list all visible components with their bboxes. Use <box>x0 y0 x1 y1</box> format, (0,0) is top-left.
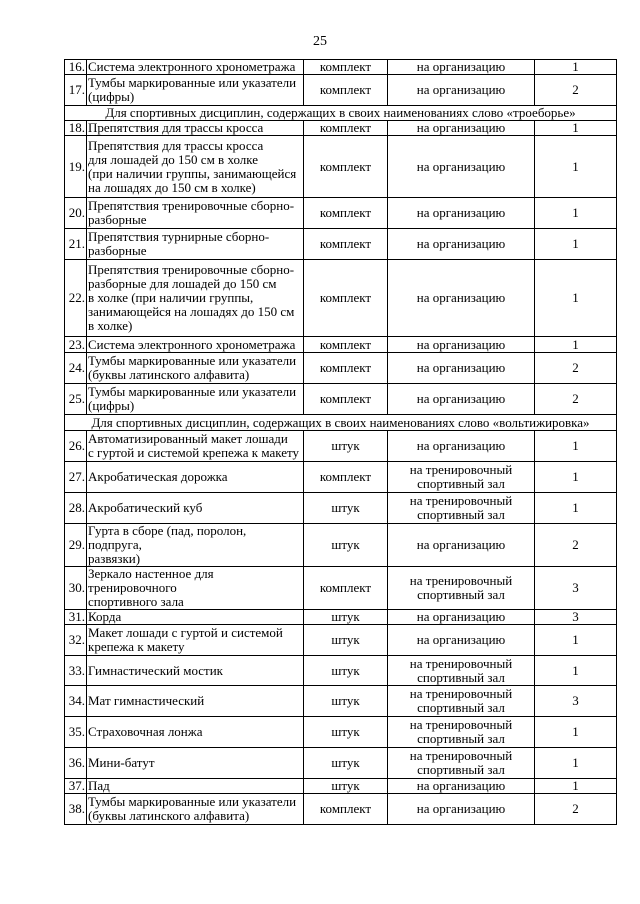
row-number-cell <box>65 260 87 337</box>
unit-cell <box>304 567 388 610</box>
unit-cell <box>304 656 388 686</box>
quantity-text: 2 <box>572 391 579 406</box>
unit-text: штук <box>331 438 360 453</box>
row-number-text: 38. <box>68 801 85 816</box>
row-number-text: 19. <box>68 158 85 174</box>
quantity-text: 3 <box>572 580 579 595</box>
allocation-cell <box>388 337 535 353</box>
quantity-text: 1 <box>572 724 579 739</box>
item-name-text: Препятствия для трассы кросса для лошадей до 150 см в холке (при наличии группы, занимающейся на лошадях до 150 см в холке) <box>88 137 297 195</box>
row-number-cell <box>65 136 87 198</box>
item-name-cell <box>87 610 304 625</box>
unit-cell <box>304 337 388 353</box>
quantity-cell <box>535 524 617 567</box>
item-name-cell <box>87 462 304 493</box>
row-number-cell <box>65 353 87 384</box>
allocation-text: на организацию <box>416 120 506 135</box>
allocation-text: на организацию <box>416 438 506 453</box>
allocation-text: на организацию <box>416 158 506 174</box>
unit-cell <box>304 229 388 260</box>
item-name-cell <box>87 260 304 337</box>
unit-cell <box>304 60 388 75</box>
quantity-text: 1 <box>572 500 579 515</box>
row-number-cell <box>65 656 87 686</box>
quantity-text: 1 <box>572 290 579 305</box>
item-name-cell <box>87 779 304 794</box>
quantity-text: 1 <box>572 236 579 251</box>
allocation-text: на тренировочный спортивный зал <box>409 686 513 715</box>
quantity-cell <box>535 748 617 779</box>
table-body <box>65 60 617 825</box>
item-name-text: Автоматизированный макет лошади с гуртой и системой крепежа к макету <box>88 431 300 460</box>
item-name-text: Система электронного хронометража <box>88 59 296 74</box>
allocation-cell <box>388 136 535 198</box>
row-number-cell <box>65 431 87 462</box>
row-number-cell <box>65 337 87 353</box>
quantity-cell <box>535 779 617 794</box>
allocation-text: на тренировочный спортивный зал <box>409 717 513 746</box>
unit-cell <box>304 686 388 717</box>
unit-text: комплект <box>319 336 372 352</box>
allocation-text: на организацию <box>416 360 506 375</box>
quantity-cell <box>535 353 617 384</box>
item-name-text: Пад <box>88 778 110 793</box>
allocation-text: на организацию <box>416 537 506 552</box>
allocation-cell <box>388 60 535 75</box>
row-number-text: 23. <box>68 336 85 352</box>
unit-cell <box>304 353 388 384</box>
quantity-text: 3 <box>572 609 579 624</box>
unit-text: комплект <box>319 205 372 220</box>
allocation-text: на тренировочный спортивный зал <box>409 493 513 522</box>
quantity-cell <box>535 794 617 825</box>
allocation-cell <box>388 75 535 106</box>
row-number-text: 17. <box>68 82 85 97</box>
allocation-text: на организацию <box>416 778 506 793</box>
unit-text: комплект <box>319 82 372 97</box>
allocation-cell <box>388 717 535 748</box>
quantity-text: 1 <box>572 469 579 484</box>
allocation-cell <box>388 779 535 794</box>
row-number-text: 22. <box>68 290 85 305</box>
unit-cell <box>304 121 388 136</box>
table-row <box>65 353 617 384</box>
item-name-text: Мини-батут <box>88 755 155 770</box>
row-number-cell <box>65 686 87 717</box>
row-number-cell <box>65 625 87 656</box>
row-number-cell <box>65 524 87 567</box>
unit-cell <box>304 198 388 229</box>
quantity-text: 3 <box>572 693 579 708</box>
item-name-cell <box>87 625 304 656</box>
unit-text: штук <box>331 724 360 739</box>
row-number-cell <box>65 493 87 524</box>
row-number-text: 34. <box>68 693 85 708</box>
item-name-cell <box>87 748 304 779</box>
section-header-text: Для спортивных дисциплин, содержащих в своих наименованиях слово «вольтижировка» <box>91 414 590 430</box>
item-name-text: Препятствия турнирные сборно- разборные <box>88 229 270 258</box>
row-number-text: 29. <box>68 537 85 552</box>
quantity-cell <box>535 431 617 462</box>
unit-cell <box>304 779 388 794</box>
table-row <box>65 656 617 686</box>
allocation-cell <box>388 121 535 136</box>
row-number-text: 24. <box>68 360 85 375</box>
quantity-text: 2 <box>572 82 579 97</box>
item-name-cell <box>87 60 304 75</box>
unit-cell <box>304 717 388 748</box>
table-row <box>65 686 617 717</box>
item-name-text: Тумбы маркированные или указатели (цифры) <box>88 75 297 104</box>
unit-text: штук <box>331 755 360 770</box>
table-row <box>65 462 617 493</box>
table-row <box>65 567 617 610</box>
table-row <box>65 260 617 337</box>
item-name-cell <box>87 794 304 825</box>
section-header-row <box>65 415 617 431</box>
quantity-cell <box>535 198 617 229</box>
item-name-text: Акробатическая дорожка <box>88 469 228 484</box>
quantity-text: 1 <box>572 205 579 220</box>
item-name-cell <box>87 229 304 260</box>
row-number-text: 20. <box>68 205 85 220</box>
row-number-cell <box>65 748 87 779</box>
quantity-text: 2 <box>572 801 579 816</box>
quantity-text: 1 <box>572 662 579 678</box>
row-number-text: 18. <box>68 120 85 135</box>
quantity-cell <box>535 610 617 625</box>
quantity-cell <box>535 136 617 198</box>
table-row <box>65 717 617 748</box>
quantity-text: 1 <box>572 755 579 770</box>
table-row <box>65 625 617 656</box>
table-row <box>65 337 617 353</box>
unit-text: комплект <box>319 158 372 174</box>
row-number-cell <box>65 198 87 229</box>
unit-text: комплект <box>319 469 372 484</box>
allocation-cell <box>388 353 535 384</box>
quantity-text: 1 <box>572 336 579 352</box>
item-name-cell <box>87 121 304 136</box>
allocation-cell <box>388 462 535 493</box>
unit-text: штук <box>331 500 360 515</box>
unit-cell <box>304 431 388 462</box>
item-name-text: Зеркало настенное для тренировочного спортивного зала <box>88 566 214 609</box>
quantity-cell <box>535 229 617 260</box>
allocation-cell <box>388 686 535 717</box>
row-number-cell <box>65 121 87 136</box>
table-row <box>65 136 617 198</box>
unit-text: штук <box>331 537 360 552</box>
unit-text: комплект <box>319 801 372 816</box>
allocation-cell <box>388 198 535 229</box>
section-header <box>65 106 617 121</box>
quantity-cell <box>535 462 617 493</box>
row-number-cell <box>65 567 87 610</box>
item-name-cell <box>87 717 304 748</box>
unit-text: комплект <box>319 580 372 595</box>
quantity-text: 1 <box>572 632 579 647</box>
table-row <box>65 748 617 779</box>
table-row <box>65 431 617 462</box>
section-header-row <box>65 106 617 121</box>
item-name-text: Макет лошади с гуртой и системой крепежа к макету <box>88 625 283 654</box>
item-name-text: Гурта в сборе (пад, поролон, подпруга, развязки) <box>88 523 247 566</box>
row-number-cell <box>65 610 87 625</box>
table-row <box>65 60 617 75</box>
quantity-text: 1 <box>572 438 579 453</box>
table-row <box>65 198 617 229</box>
item-name-cell <box>87 384 304 415</box>
quantity-cell <box>535 567 617 610</box>
allocation-text: на тренировочный спортивный зал <box>409 462 513 491</box>
allocation-cell <box>388 384 535 415</box>
unit-text: штук <box>331 632 360 647</box>
section-header-text: Для спортивных дисциплин, содержащих в своих наименованиях слово «троеборье» <box>105 105 576 120</box>
row-number-cell <box>65 384 87 415</box>
quantity-cell <box>535 656 617 686</box>
item-name-text: Препятствия тренировочные сборно- разборные для лошадей до 150 см в холке (при наличии группы, занимающейся на лошадях до 150 см в холке) <box>88 262 295 333</box>
item-name-text: Система электронного хронометража <box>88 336 296 352</box>
unit-cell <box>304 136 388 198</box>
unit-cell <box>304 610 388 625</box>
row-number-cell <box>65 717 87 748</box>
item-name-cell <box>87 136 304 198</box>
section-header <box>65 415 617 431</box>
equipment-table <box>64 59 617 825</box>
allocation-cell <box>388 524 535 567</box>
item-name-text: Мат гимнастический <box>88 693 205 708</box>
row-number-text: 27. <box>68 469 85 484</box>
allocation-text: на организацию <box>416 801 506 816</box>
row-number-text: 32. <box>68 632 85 647</box>
allocation-cell <box>388 229 535 260</box>
row-number-text: 37. <box>68 778 85 793</box>
row-number-text: 30. <box>68 580 85 595</box>
item-name-cell <box>87 337 304 353</box>
unit-text: штук <box>331 778 360 793</box>
item-name-cell <box>87 75 304 106</box>
row-number-cell <box>65 779 87 794</box>
unit-text: комплект <box>319 290 372 305</box>
item-name-cell <box>87 567 304 610</box>
allocation-text: на тренировочный спортивный зал <box>409 748 513 777</box>
item-name-cell <box>87 493 304 524</box>
unit-text: штук <box>331 693 360 708</box>
quantity-cell <box>535 493 617 524</box>
unit-cell <box>304 462 388 493</box>
quantity-cell <box>535 625 617 656</box>
unit-cell <box>304 524 388 567</box>
quantity-cell <box>535 75 617 106</box>
row-number-text: 31. <box>68 609 85 624</box>
row-number-text: 16. <box>68 59 85 74</box>
table-row <box>65 75 617 106</box>
quantity-text: 2 <box>572 360 579 375</box>
unit-cell <box>304 748 388 779</box>
allocation-cell <box>388 656 535 686</box>
allocation-text: на тренировочный спортивный зал <box>409 573 513 602</box>
unit-cell <box>304 625 388 656</box>
quantity-text: 1 <box>572 778 579 793</box>
unit-text: штук <box>331 609 360 624</box>
allocation-cell <box>388 610 535 625</box>
table-row <box>65 610 617 625</box>
allocation-text: на организацию <box>416 336 506 352</box>
item-name-text: Акробатический куб <box>88 500 203 515</box>
allocation-text: на организацию <box>416 391 506 406</box>
unit-text: комплект <box>319 391 372 406</box>
row-number-text: 35. <box>68 724 85 739</box>
quantity-cell <box>535 384 617 415</box>
unit-text: комплект <box>319 236 372 251</box>
item-name-text: Препятствия тренировочные сборно- разборные <box>88 198 295 227</box>
allocation-text: на организацию <box>416 632 506 647</box>
row-number-text: 33. <box>68 662 85 678</box>
item-name-cell <box>87 656 304 686</box>
unit-text: комплект <box>319 360 372 375</box>
item-name-text: Страховочная лонжа <box>88 724 203 739</box>
quantity-text: 1 <box>572 158 579 174</box>
row-number-cell <box>65 794 87 825</box>
unit-cell <box>304 794 388 825</box>
table-row <box>65 794 617 825</box>
row-number-text: 28. <box>68 500 85 515</box>
row-number-text: 21. <box>68 236 85 251</box>
item-name-text: Корда <box>88 609 122 624</box>
table-row <box>65 524 617 567</box>
item-name-cell <box>87 431 304 462</box>
item-name-text: Тумбы маркированные или указатели (буквы латинского алфавита) <box>88 353 297 382</box>
item-name-cell <box>87 686 304 717</box>
item-name-cell <box>87 353 304 384</box>
quantity-cell <box>535 717 617 748</box>
unit-text: штук <box>331 662 360 678</box>
item-name-cell <box>87 524 304 567</box>
item-name-text: Тумбы маркированные или указатели (буквы латинского алфавита) <box>88 794 297 823</box>
row-number-text: 26. <box>68 438 85 453</box>
quantity-cell <box>535 686 617 717</box>
row-number-cell <box>65 75 87 106</box>
unit-cell <box>304 75 388 106</box>
allocation-cell <box>388 567 535 610</box>
allocation-text: на организацию <box>416 59 506 74</box>
unit-text: комплект <box>319 59 372 74</box>
allocation-text: на организацию <box>416 82 506 97</box>
row-number-cell <box>65 462 87 493</box>
allocation-cell <box>388 625 535 656</box>
item-name-text: Гимнастический мостик <box>88 662 223 678</box>
allocation-cell <box>388 748 535 779</box>
unit-cell <box>304 493 388 524</box>
allocation-text: на организацию <box>416 205 506 220</box>
row-number-cell <box>65 229 87 260</box>
allocation-cell <box>388 794 535 825</box>
row-number-text: 25. <box>68 391 85 406</box>
unit-cell <box>304 384 388 415</box>
allocation-cell <box>388 260 535 337</box>
quantity-cell <box>535 260 617 337</box>
unit-text: комплект <box>319 120 372 135</box>
quantity-cell <box>535 121 617 136</box>
item-name-text: Препятствия для трассы кросса <box>88 120 264 135</box>
quantity-cell <box>535 60 617 75</box>
allocation-cell <box>388 493 535 524</box>
table-row <box>65 493 617 524</box>
quantity-text: 1 <box>572 59 579 74</box>
page-number: 25 <box>313 34 327 49</box>
unit-cell <box>304 260 388 337</box>
quantity-cell <box>535 337 617 353</box>
allocation-text: на организацию <box>416 290 506 305</box>
allocation-text: на тренировочный спортивный зал <box>409 655 513 685</box>
table-row <box>65 229 617 260</box>
table-row <box>65 121 617 136</box>
allocation-cell <box>388 431 535 462</box>
row-number-cell <box>65 60 87 75</box>
item-name-cell <box>87 198 304 229</box>
quantity-text: 2 <box>572 537 579 552</box>
allocation-text: на организацию <box>416 609 506 624</box>
allocation-text: на организацию <box>416 236 506 251</box>
item-name-text: Тумбы маркированные или указатели (цифры) <box>88 384 297 413</box>
row-number-text: 36. <box>68 755 85 770</box>
table-row <box>65 779 617 794</box>
table-row <box>65 384 617 415</box>
quantity-text: 1 <box>572 120 579 135</box>
